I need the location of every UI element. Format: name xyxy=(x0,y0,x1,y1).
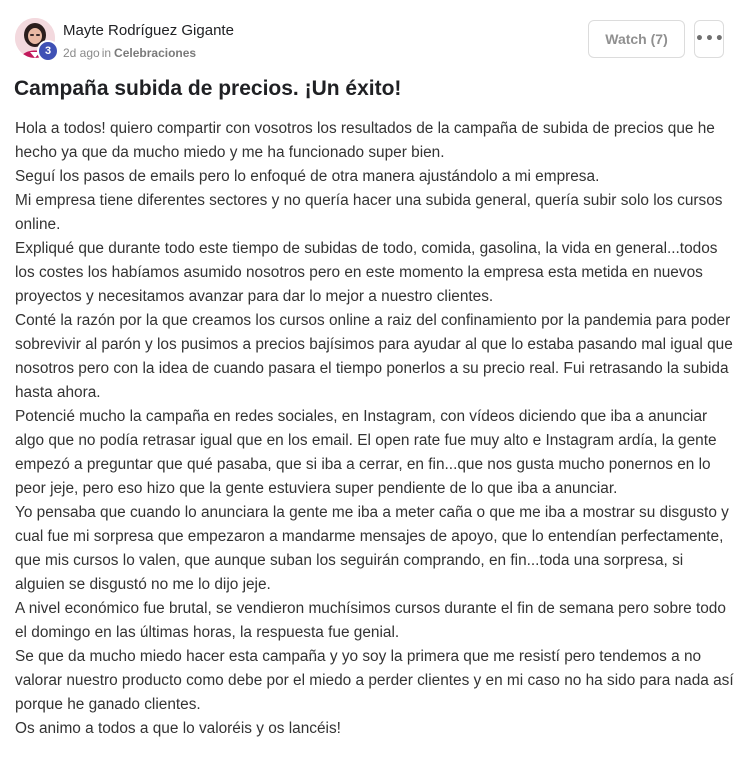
post-meta xyxy=(63,46,196,60)
post-paragraph: Potencié mucho la campaña en redes sociales, en Instagram, con vídeos diciendo que iba a anunciar algo que no podía retrasar igual que en los email. El open rate fue muy alto e Instagram ardía, la gente empezó a preguntar que qué pasaba, que si iba a cerrar, en fin...que nos gusta mucho ponernos en lo peor jeje, pero eso hizo que la gente estuviera super pendiente de lo que iba a anunciar. xyxy=(15,408,717,497)
level-badge: 3 xyxy=(37,40,59,62)
post-title: Campaña subida de precios. ¡Un éxito! xyxy=(14,77,402,100)
post-paragraph: Os animo a todos a que lo valoréis y os lancéis! xyxy=(15,720,341,737)
post-paragraph: Hola a todos! quiero compartir con vosotros los resultados de la campaña de subida de precios que he hecho ya que da mucho miedo y me ha funcionado super bien. xyxy=(15,120,715,161)
meta-in-word: in xyxy=(101,46,112,60)
author-name[interactable]: Mayte Rodríguez Gigante xyxy=(63,22,234,39)
post-header xyxy=(0,0,754,78)
post-paragraph: Mi empresa tiene diferentes sectores y no quería hacer una subida general, quería subir solo los cursos online. xyxy=(15,192,723,233)
post-paragraph: Yo pensaba que cuando lo anunciara la gente me iba a meter caña o que me iba a mostrar su disgusto y cual fue mi sorpresa que empezaron a mandarme mensajes de apoyo, que lo entendían perfectamente, que mis cursos lo valen, que aunque suban los seguirán comprando, en fin...toda una sorpresa, si alguien se disgustó no me lo dijo jeje. xyxy=(15,504,729,593)
post-paragraph: Seguí los pasos de emails pero lo enfoqué de otra manera ajustándolo a mi empresa. xyxy=(15,168,600,185)
author-avatar-wrapper[interactable] xyxy=(15,18,55,58)
post-paragraph: Expliqué que durante todo este tiempo de subidas de todo, comida, gasolina, la vida en general...todos los costes los habíamos asumido nosotros pero en este momento la empresa esta metida en nuevos proyectos y necesitamos avanzar para dar lo mejor a nuestro clientes. xyxy=(15,240,718,305)
more-options-button[interactable] xyxy=(694,20,724,58)
post-paragraph: A nivel económico fue brutal, se vendieron muchísimos cursos durante el fin de semana pero sobre todo el domingo en las últimas horas, la respuesta fue genial. xyxy=(15,600,726,641)
post-paragraph: Conté la razón por la que creamos los cursos online a raiz del confinamiento por la pandemia para poder sobrevivir al parón y los pusimos a precios bajísimos para ayudar al que lo estaba pasando mal igual que nosotros pero con la idea de cuando pasara el tiempo ponerlos a su precio real. Fui retrasando la subida hasta ahora. xyxy=(15,312,733,401)
post-time: 2d ago xyxy=(63,46,100,60)
post-body xyxy=(15,117,735,741)
more-dots-icon: ••• xyxy=(695,31,725,47)
category-link[interactable]: Celebraciones xyxy=(114,46,197,60)
post-paragraph: Se que da mucho miedo hacer esta campaña y yo soy la primera que me resistí pero tendemos a no valorar nuestro producto como debe por el miedo a perder clientes y en mi caso no ha sido para nada así porque he ganado clientes. xyxy=(15,648,734,713)
watch-button[interactable]: Watch (7) xyxy=(588,20,685,58)
